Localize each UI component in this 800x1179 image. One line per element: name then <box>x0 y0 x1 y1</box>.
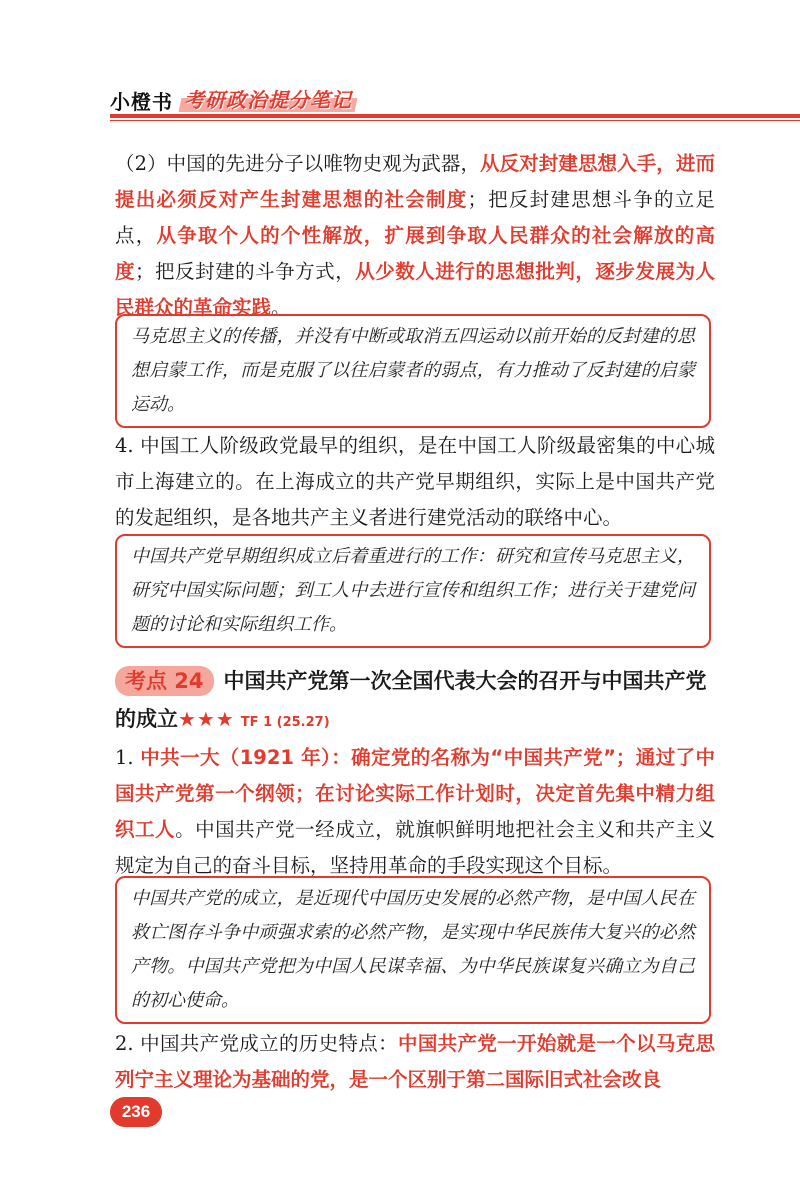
note-box-early-work <box>115 534 711 648</box>
header-rule-thin <box>110 120 800 121</box>
exam-point-badge: 考点 24 <box>115 666 214 696</box>
brand-title: 小橙书 <box>110 90 173 114</box>
paragraph-historical-features: 2. 中国共产党成立的历史特点：中国共产党一开始就是一个以马克思列宁主义理论为基础的党，是一个区别于第二国际旧式社会改良 <box>115 1032 715 1091</box>
header-rule-thick <box>110 114 800 118</box>
star-rating: ★★★ <box>178 707 235 731</box>
paragraph-anti-feudal: （2）中国的先进分子以唯物史观为武器，从反对封建思想入手，进而提出必须反对产生封建思想的社会制度；把反封建思想斗争的立足点，从争取个人的个性解放，扩展到争取人民群众的社会解放的高度；把反封建的斗争方式，从少数人进行的思想批判，逐步发展为人民群众的革命实践。 <box>115 152 715 319</box>
exam-point-heading <box>115 662 725 742</box>
highlight-text: 从少数人进行的思想批判，逐步发展为人民群众的革命实践 <box>115 260 715 319</box>
frequency-tag: TF 1 (25.27) <box>240 715 330 730</box>
note-text: 马克思主义的传播，并没有中断或取消五四运动以前开始的反封建的思想启蒙工作，而是克服了以往启蒙者的弱点，有力推动了反封建的启蒙运动。 <box>131 326 695 415</box>
page-number: 236 <box>110 1097 162 1127</box>
paragraph-early-organization: 4. 中国工人阶级政党最早的组织，是在中国工人阶级最密集的中心城市上海建立的。在上海成立的共产党早期组织，实际上是中国共产党的发起组织，是各地共产主义者进行建党活动的联络中心。 <box>115 434 715 529</box>
note-box-marxism-spread <box>115 314 711 428</box>
note-text: 中国共产党的成立，是近现代中国历史发展的必然产物，是中国人民在救亡图存斗争中顽强求索的必然产物，是实现中华民族伟大复兴的必然产物。中国共产党把为中国人民谋幸福、为中华民族谋复兴确立为自己的初心使命。 <box>131 888 695 1011</box>
highlight-text: 中共一大（1921 年）：确定党的名称为“中国共产党”；通过了中国共产党第一个纲领；在讨论实际工作计划时，决定首先集中精力组织工人 <box>115 746 715 841</box>
exam-point-title: 中国共产党第一次全国代表大会的召开与中国共产党的成立 <box>115 669 707 731</box>
note-box-party-founding <box>115 876 711 1024</box>
note-text: 中国共产党早期组织成立后着重进行的工作：研究和宣传马克思主义，研究中国实际问题；到工人中去进行宣传和组织工作；进行关于建党问题的讨论和实际组织工作。 <box>131 546 695 635</box>
paragraph-first-congress: 1. 中共一大（1921 年）：确定党的名称为“中国共产党”；通过了中国共产党第一个纲领；在讨论实际工作计划时，决定首先集中精力组织工人。中国共产党一经成立，就旗帜鲜明地把社会主义和共产主义规定为自己的奋斗目标，坚持用革命的手段实现这个目标。 <box>115 746 715 877</box>
book-subtitle: 考研政治提分笔记 <box>184 84 352 113</box>
highlight-text: 从争取个人的个性解放，扩展到争取人民群众的社会解放的高度 <box>115 224 715 283</box>
highlight-text: 中国共产党一开始就是一个以马克思列宁主义理论为基础的党，是一个区别于第二国际旧式社会改良 <box>115 1032 715 1091</box>
highlight-text: 从反对封建思想入手，进而提出必须反对产生封建思想的社会制度 <box>115 152 715 211</box>
page-header <box>110 78 800 118</box>
